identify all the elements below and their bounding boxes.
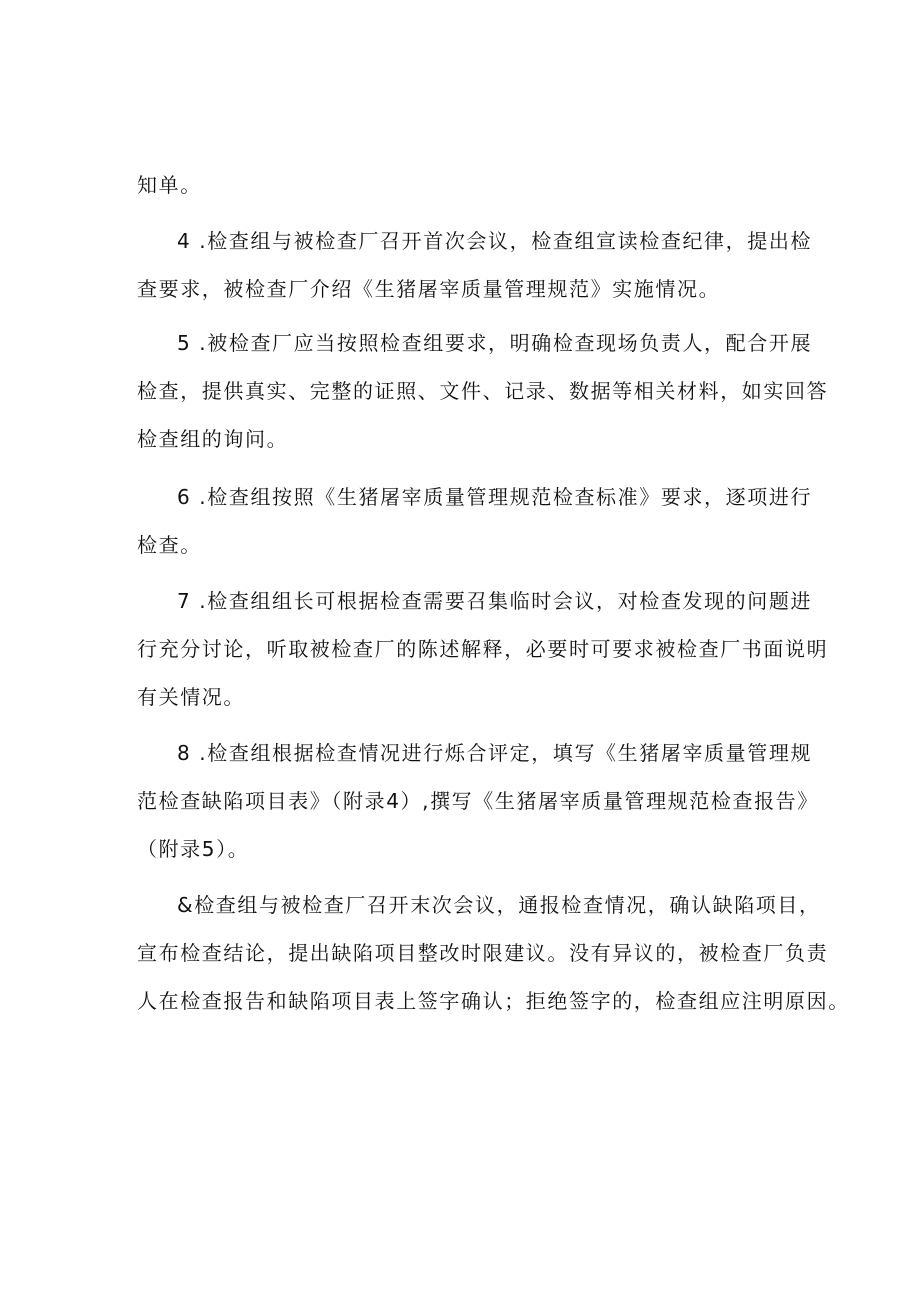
paragraph-7-line-3: 有关情况。	[137, 685, 245, 709]
text-line: 知单。	[137, 173, 202, 197]
paragraph-9-line-2: 宣布检查结论，提出缺陷项目整改时限建议。没有异议的，被检查厂负责	[137, 941, 829, 965]
paragraph-5-line-3: 检查组的询问。	[137, 427, 289, 451]
paragraph-7-line-2: 行充分讨论，听取被检查厂的陈述解释，必要时可要求被检查厂书面说明	[137, 637, 829, 661]
paragraph-8-line-2: 范检查缺陷项目表》（附录4）,撰写《生猪屠宰质量管理规范检查报告》	[137, 789, 819, 813]
paragraph-9-line-3: 人在检查报告和缺陷项目表上签字确认；拒绝签字的，检查组应注明原因。	[137, 989, 850, 1013]
paragraph-9-line-1: &检查组与被检查厂召开末次会议，通报检查情况，确认缺陷项目，	[177, 893, 821, 917]
paragraph-5-line-1: 5 .被检查厂应当按照检查组要求，明确检查现场负责人，配合开展	[177, 331, 813, 355]
paragraph-6-line-2: 检查。	[137, 533, 202, 557]
paragraph-5-line-2: 检查，提供真实、完整的证照、文件、记录、数据等相关材料，如实回答	[137, 379, 829, 403]
paragraph-8-line-1: 8 .检查组根据检查情况进行烁合评定，填写《生猪屠宰质量管理规	[177, 741, 813, 765]
paragraph-8-line-3: （附录5）。	[137, 837, 250, 861]
paragraph-4-line-2: 查要求，被检查厂介绍《生猪屠宰质量管理规范》实施情况。	[137, 277, 721, 301]
paragraph-4-line-1: 4 .检查组与被检查厂召开首次会议，检查组宣读检查纪律，提出检	[177, 229, 813, 253]
paragraph-6-line-1: 6 .检查组按照《生猪屠宰质量管理规范检查标准》要求，逐项进行	[177, 485, 813, 509]
paragraph-7-line-1: 7 .检查组组长可根据检查需要召集临时会议，对检查发现的问题进	[177, 589, 813, 613]
